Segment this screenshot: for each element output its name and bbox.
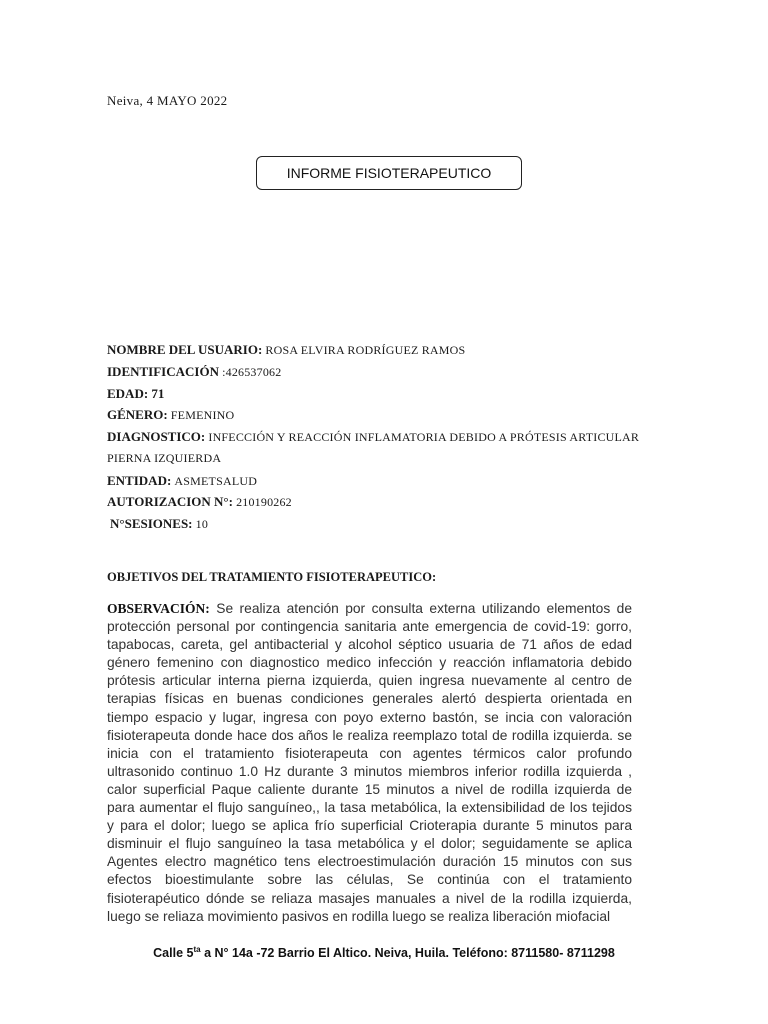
field-label: N°SESIONES:	[110, 516, 193, 531]
observation-label: OBSERVACIÓN:	[107, 601, 210, 616]
field-label: DIAGNOSTICO:	[107, 429, 206, 444]
field-label: AUTORIZACION N°:	[107, 494, 233, 509]
observation-text: Se realiza atención por consulta externa utilizando elementos de protección personal por contingencia sanitaria ante emergencia de covid-19: gorro, tapabocas, careta, gel antibacterial y alcohol séptico usuaria de 71 años de edad género femenino con diagnostico medico infección y reacción inflamatoria debido prótesis articular interna pierna izquierda, quien ingresa nuevamente al centro de terapias físicas en buenas condiciones generales alertó despierta orientada en tiempo espacio y lugar, ingresa con poyo externo bastón, se incia con valoración fisioterapeuta donde hace dos años le realiza reemplazo total de rodilla izquierda. se inicia con el tratamiento fisioterapeuta con agentes térmicos calor profundo ultrasonido continuo 1.0 Hz durante 3 minutos miembros inferior rodilla izquierda , calor superficial Paque caliente durante 15 minutos a nivel de rodilla izquierda de para aumentar el flujo sanguíneo,, la tasa metabólica, la extensibilidad de los tejidos y para el dolor; luego se aplica frío superficial Crioterapia durante 5 minutos para disminuir el flujo sanguíneo la tasa metabólica y el dolor; seguidamente se aplica Agentes electro magnético tens electroestimulación duración 15 minutos con sus efectos bioestimulante sobre las células, Se continúa con el tratamiento fisioterapéutico dónde se reliaza masajes manuales a nivel de la rodilla izquierda, luego se reliaza movimiento pasivos en rodilla luego se realiza liberación miofacial	[107, 601, 632, 924]
objectives-heading: OBJETIVOS DEL TRATAMIENTO FISIOTERAPEUTICO:	[107, 570, 437, 584]
field-value: ROSA ELVIRA RODRÍGUEZ RAMOS	[265, 343, 466, 357]
field-entidad	[107, 473, 257, 489]
footer-contact: a N° 14a -72 Barrio El Altico. Neiva, Huila. Teléfono: 8711580- 8711298	[200, 946, 615, 961]
field-label: NOMBRE DEL USUARIO:	[107, 342, 263, 357]
observation-paragraph	[107, 600, 632, 926]
document-date: Neiva, 4 MAYO 2022	[107, 93, 228, 108]
field-identificacion	[107, 364, 281, 380]
field-diagnostico-cont	[107, 451, 221, 466]
field-value: 210190262	[236, 495, 292, 509]
footer-superscript: ta	[193, 945, 201, 954]
field-value: PIERNA IZQUIERDA	[107, 451, 222, 465]
field-nombre	[107, 342, 465, 358]
field-label: EDAD: 71	[107, 386, 165, 401]
field-label: GÉNERO:	[107, 407, 168, 422]
report-title: INFORME FISIOTERAPEUTICO	[256, 156, 522, 190]
field-label: IDENTIFICACIÓN	[107, 364, 219, 379]
field-value: ASMETSALUD	[174, 474, 258, 488]
field-edad	[107, 386, 164, 402]
field-genero	[107, 407, 234, 423]
field-diagnostico	[107, 429, 639, 445]
field-autorizacion	[107, 494, 292, 510]
footer-street: Calle 5	[153, 946, 194, 961]
field-sesiones	[110, 516, 208, 532]
field-value: 10	[195, 517, 209, 531]
field-value: FEMENINO	[170, 408, 235, 422]
field-value: :426537062	[222, 365, 282, 379]
footer-address	[0, 945, 768, 960]
field-value: INFECCIÓN Y REACCIÓN INFLAMATORIA DEBIDO A PRÓTESIS ARTICULAR	[208, 430, 640, 444]
field-label: ENTIDAD:	[107, 473, 172, 488]
